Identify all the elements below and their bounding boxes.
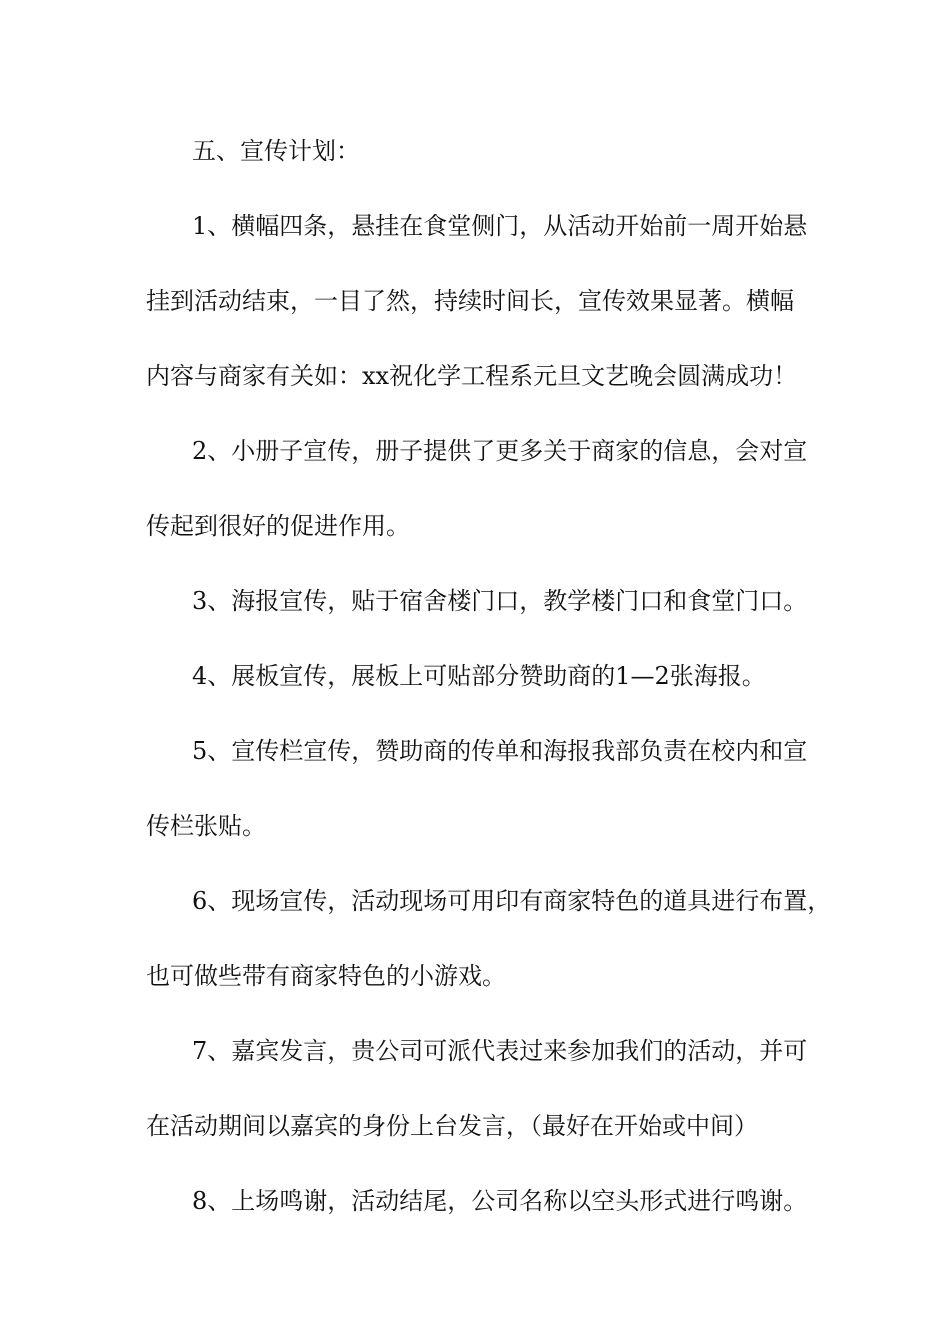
paragraph-line: 8、上场鸣谢，活动结尾，公司名称以空头形式进行鸣谢。 <box>192 1187 808 1215</box>
paragraph-line: 5、宣传栏宣传，赞助商的传单和海报我部负责在校内和宣 <box>192 737 808 765</box>
paragraph-line: 2、小册子宣传，册子提供了更多关于商家的信息，会对宣 <box>192 437 808 465</box>
paragraph-line: 4、展板宣传，展板上可贴部分赞助商的1—2张海报。 <box>192 662 766 690</box>
paragraph-line: 传栏张贴。 <box>146 812 266 840</box>
paragraph-line: 内容与商家有关如：xx祝化学工程系元旦文艺晚会圆满成功！ <box>146 362 798 390</box>
paragraph-line: 3、海报宣传，贴于宿舍楼门口，教学楼门口和食堂门口。 <box>192 587 808 615</box>
paragraph-line: 7、嘉宾发言，贵公司可派代表过来参加我们的活动，并可 <box>192 1037 808 1065</box>
section-heading: 五、宣传计划： <box>192 137 360 165</box>
paragraph-line: 在活动期间以嘉宾的身份上台发言，（最好在开始或中间） <box>146 1112 758 1140</box>
paragraph-line: 挂到活动结束，一目了然，持续时间长，宣传效果显著。横幅 <box>146 287 794 315</box>
paragraph-line: 6、现场宣传，活动现场可用印有商家特色的道具进行布置， <box>192 887 832 915</box>
paragraph-line: 也可做些带有商家特色的小游戏。 <box>146 962 506 990</box>
paragraph-line: 1、横幅四条，悬挂在食堂侧门，从活动开始前一周开始悬 <box>192 212 808 240</box>
paragraph-line: 传起到很好的促进作用。 <box>146 512 410 540</box>
